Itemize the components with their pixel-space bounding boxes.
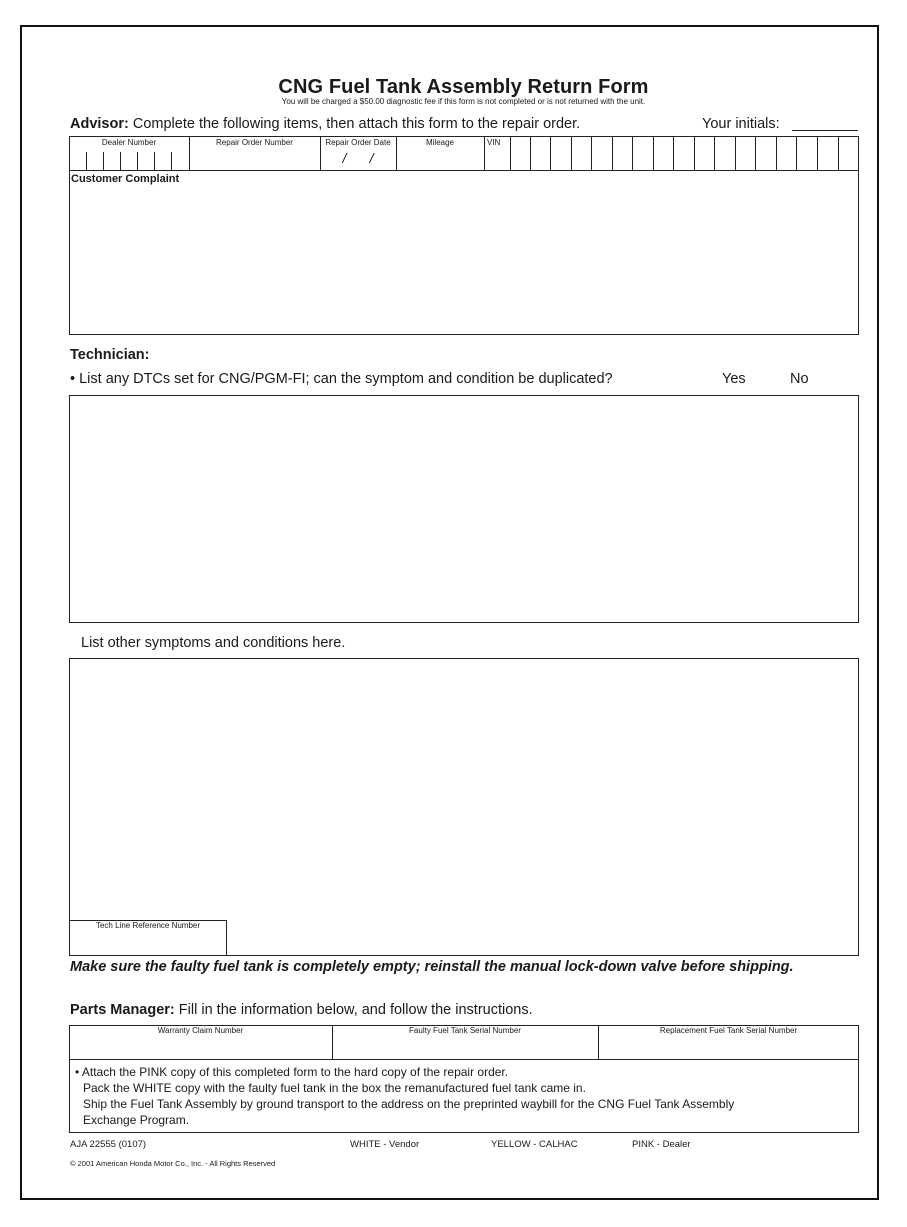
replacement-tank-serial-label: Replacement Fuel Tank Serial Number bbox=[659, 1026, 798, 1035]
technician-heading: Technician: bbox=[70, 347, 150, 363]
tech-line-reference-label: Tech Line Reference Number bbox=[95, 921, 201, 930]
instruction-line: Pack the WHITE copy with the faulty fuel tank in the box the remanufactured fuel tank came in. bbox=[83, 1081, 586, 1095]
form-title: CNG Fuel Tank Assembly Return Form bbox=[278, 76, 649, 98]
other-symptoms-label: List other symptoms and conditions here. bbox=[81, 635, 346, 651]
dtc-notes-field[interactable] bbox=[69, 395, 859, 623]
faulty-tank-serial-label: Faulty Fuel Tank Serial Number bbox=[409, 1026, 521, 1035]
yes-option[interactable]: Yes bbox=[722, 371, 746, 387]
form-number: AJA 22555 (0107) bbox=[70, 1139, 147, 1150]
dealer-number-label: Dealer Number bbox=[101, 138, 157, 147]
parts-manager-line bbox=[70, 1002, 533, 1018]
instruction-line: Ship the Fuel Tank Assembly by ground transport to the address on the preprinted waybill for the CNG Fuel Tank Assembly bbox=[83, 1097, 735, 1111]
advisor-instruction: Complete the following items, then attach this form to the repair order. bbox=[132, 116, 581, 132]
copy-pink: PINK - Dealer bbox=[632, 1139, 691, 1150]
form-subtitle: You will be charged a $50.00 diagnostic fee if this form is not completed or is not returned with the unit. bbox=[281, 97, 646, 106]
mileage-label: Mileage bbox=[425, 138, 454, 147]
copy-yellow: YELLOW - CALHAC bbox=[491, 1139, 578, 1150]
initials-line bbox=[702, 116, 780, 132]
repair-order-number-label: Repair Order Number bbox=[216, 138, 293, 147]
other-symptoms-field[interactable] bbox=[69, 658, 859, 956]
repair-order-date-label: Repair Order Date bbox=[325, 138, 391, 147]
copyright: © 2001 American Honda Motor Co., Inc. - All Rights Reserved bbox=[70, 1159, 276, 1168]
instruction-line: Exchange Program. bbox=[83, 1113, 190, 1127]
technician-question: • List any DTCs set for CNG/PGM-FI; can the symptom and condition be duplicated? bbox=[70, 371, 613, 387]
customer-complaint-field[interactable] bbox=[70, 187, 858, 334]
advisor-heading: Advisor: bbox=[70, 116, 129, 132]
empty-tank-warning: Make sure the faulty fuel tank is completely empty; reinstall the manual lock-down valve before shipping. bbox=[70, 959, 794, 975]
advisor-section-line bbox=[70, 116, 580, 132]
initials-field[interactable] bbox=[792, 130, 858, 131]
copy-white: WHITE - Vendor bbox=[350, 1139, 420, 1150]
date-separators: / / bbox=[342, 150, 374, 166]
vin-label: VIN bbox=[487, 138, 501, 147]
instruction-line: • Attach the PINK copy of this completed form to the hard copy of the repair order. bbox=[75, 1065, 509, 1079]
initials-label: Your initials: bbox=[702, 116, 780, 132]
parts-manager-instruction: Fill in the information below, and follow the instructions. bbox=[178, 1002, 533, 1018]
customer-complaint-label: Customer Complaint bbox=[71, 173, 180, 185]
warranty-claim-number-label: Warranty Claim Number bbox=[157, 1026, 244, 1035]
parts-manager-heading: Parts Manager: bbox=[70, 1002, 175, 1018]
no-option[interactable]: No bbox=[790, 371, 809, 387]
